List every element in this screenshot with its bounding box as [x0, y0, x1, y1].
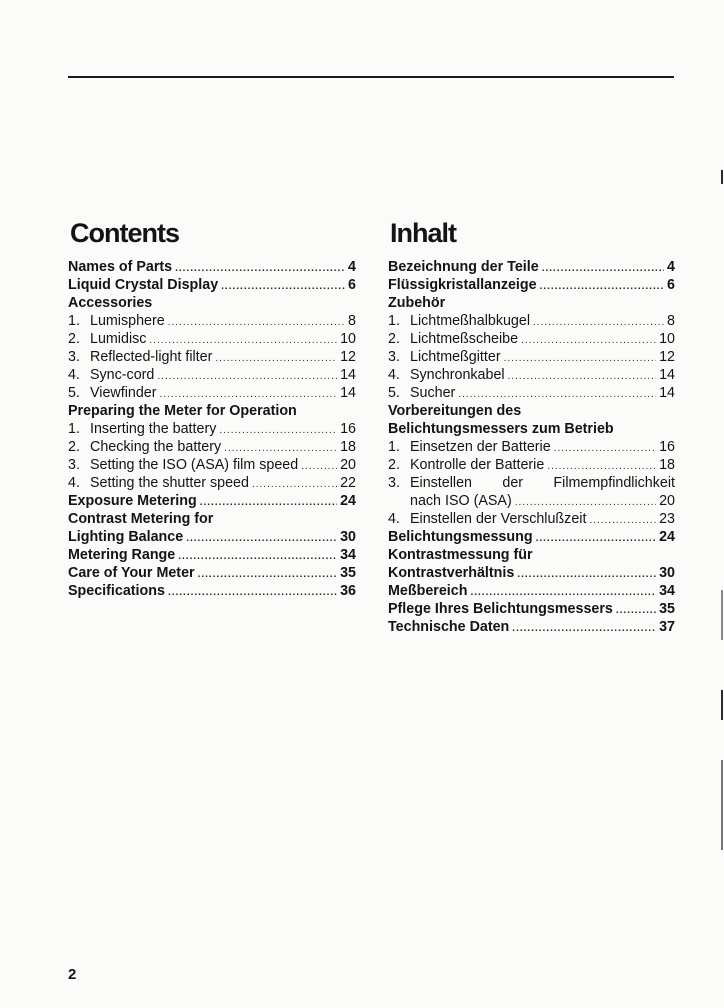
toc-entry-title: Exposure Metering: [68, 493, 197, 509]
toc-entry: [68, 312, 356, 330]
toc-entry: [68, 546, 356, 564]
toc-entry-page: 30: [659, 565, 675, 581]
dot-leader: [168, 314, 345, 332]
toc-entry-page: 24: [340, 493, 356, 509]
toc-entry: [388, 582, 675, 600]
toc-entry-title: Viewfinder: [90, 385, 157, 401]
toc-entry-page: 8: [348, 313, 356, 329]
toc-entry-page: 6: [667, 277, 675, 293]
toc-entry: [68, 258, 356, 276]
toc-entry-title: Contrast Metering for: [68, 511, 214, 527]
toc-entry-number: 1.: [68, 313, 80, 329]
toc-entry: [68, 294, 356, 312]
contents-heading: Contents: [70, 218, 179, 248]
toc-entry: [388, 618, 675, 636]
toc-entry-title: Specifications: [68, 583, 165, 599]
toc-list-english: [68, 258, 356, 600]
toc-entry-page: 14: [659, 385, 675, 401]
toc-entry-title: Names of Parts: [68, 259, 173, 275]
toc-entry-title: Belichtungsmessers zum Betrieb: [388, 421, 614, 437]
toc-entry-title: Checking the battery: [90, 439, 222, 455]
toc-entry-number: 2.: [388, 331, 400, 347]
scan-edge-mark: [721, 690, 723, 720]
toc-entry-number: 3.: [68, 349, 80, 365]
toc-entry-title: Lichtmeßscheibe: [410, 331, 519, 347]
toc-entry-title: Einsetzen der Batterie: [410, 439, 551, 455]
toc-entry: [68, 420, 356, 438]
toc-entry-number: 4.: [68, 475, 80, 491]
toc-entry: [68, 564, 356, 582]
toc-entry: [68, 438, 356, 456]
contents-column-german: [388, 218, 675, 636]
toc-entry-page: 20: [659, 493, 675, 509]
toc-entry: [68, 330, 356, 348]
dot-leader: [219, 422, 337, 440]
dot-leader: [168, 584, 337, 602]
toc-entry-title: Preparing the Meter for Operation: [68, 403, 297, 419]
toc-entry-number: 4.: [388, 367, 400, 383]
toc-entry: [388, 510, 675, 528]
dot-leader: [521, 332, 656, 350]
dot-leader: [215, 350, 337, 368]
toc-entry-title: Pflege Ihres Belichtungsmessers: [388, 601, 613, 617]
toc-entry: [68, 276, 356, 294]
toc-entry-number: 1.: [68, 421, 80, 437]
dot-leader: [517, 566, 656, 584]
toc-entry-page: 16: [340, 421, 356, 437]
dot-leader: [221, 278, 345, 296]
toc-entry: [388, 474, 675, 492]
scan-edge-mark: [721, 170, 723, 184]
dot-leader: [536, 530, 657, 548]
toc-entry-page: 6: [348, 277, 356, 293]
toc-entry-title: Vorbereitungen des: [388, 403, 522, 419]
toc-entry: [68, 348, 356, 366]
toc-entry: [388, 438, 675, 456]
toc-entry-title: Kontrastverhältnis: [388, 565, 515, 581]
page-number: 2: [68, 966, 77, 983]
toc-entry-title: Setting the ISO (ASA) film speed: [90, 457, 299, 473]
toc-entry: [388, 258, 675, 276]
scan-edge-mark: [721, 760, 723, 850]
toc-entry: [388, 348, 675, 366]
toc-entry-page: 36: [340, 583, 356, 599]
toc-entry: [388, 456, 675, 474]
toc-entry-page: 30: [340, 529, 356, 545]
toc-entry-title: Synchronkabel: [410, 367, 505, 383]
dot-leader: [301, 458, 337, 476]
toc-entry-title: Flüssigkristallanzeige: [388, 277, 537, 293]
toc-entry-title: Inserting the battery: [90, 421, 217, 437]
toc-entry-title: Einstellen der Filmempfindlichkeit: [410, 475, 675, 491]
dot-leader: [198, 566, 338, 584]
toc-entry-number: 2.: [68, 439, 80, 455]
toc-entry-page: 37: [659, 619, 675, 635]
toc-entry-number: 1.: [388, 439, 400, 455]
toc-entry-title: nach ISO (ASA): [410, 493, 512, 509]
toc-entry-page: 14: [340, 385, 356, 401]
toc-entry-title: Liquid Crystal Display: [68, 277, 219, 293]
toc-entry-page: 16: [659, 439, 675, 455]
dot-leader: [186, 530, 337, 548]
dot-leader: [542, 260, 664, 278]
top-rule: [68, 76, 674, 78]
dot-leader: [540, 278, 664, 296]
toc-entry-title: Kontrolle der Batterie: [410, 457, 545, 473]
toc-entry: [388, 546, 675, 564]
toc-entry: [388, 528, 675, 546]
dot-leader: [616, 602, 656, 620]
toc-entry-number: 3.: [388, 349, 400, 365]
dot-leader: [504, 350, 657, 368]
toc-entry-title: Accessories: [68, 295, 153, 311]
dot-leader: [252, 476, 337, 494]
toc-entry-title: Sync-cord: [90, 367, 155, 383]
toc-entry-title: Reflected-light filter: [90, 349, 213, 365]
toc-entry-title: Belichtungsmessung: [388, 529, 533, 545]
toc-entry: [68, 402, 356, 420]
toc-entry-page: 24: [659, 529, 675, 545]
toc-entry-page: 20: [340, 457, 356, 473]
toc-entry-title: Technische Daten: [388, 619, 510, 635]
toc-entry: [388, 384, 675, 402]
toc-entry-page: 14: [659, 367, 675, 383]
toc-entry-page: 4: [667, 259, 675, 275]
toc-entry-number: 2.: [388, 457, 400, 473]
toc-entry-title: Einstellen der Verschlußzeit: [410, 511, 587, 527]
toc-entry-page: 14: [340, 367, 356, 383]
toc-entry: [388, 276, 675, 294]
toc-entry: [68, 510, 356, 528]
toc-entry-title: Lumidisc: [90, 331, 147, 347]
toc-entry-title: Sucher: [410, 385, 456, 401]
toc-entry: [68, 582, 356, 600]
toc-entry-number: 4.: [388, 511, 400, 527]
toc-entry-number: 5.: [388, 385, 400, 401]
toc-entry: [388, 600, 675, 618]
toc-entry: [388, 312, 675, 330]
toc-list-german: [388, 258, 675, 636]
toc-entry: [388, 564, 675, 582]
toc-entry: [68, 384, 356, 402]
toc-entry: [388, 294, 675, 312]
dot-leader: [508, 368, 657, 386]
toc-entry-page: 18: [659, 457, 675, 473]
dot-leader: [157, 368, 337, 386]
dot-leader: [200, 494, 337, 512]
toc-entry: [388, 492, 675, 510]
toc-entry-number: 3.: [388, 475, 400, 491]
toc-entry-title: Meßbereich: [388, 583, 468, 599]
toc-entry-title: Zubehör: [388, 295, 446, 311]
toc-entry-page: 12: [659, 349, 675, 365]
dot-leader: [533, 314, 664, 332]
toc-entry-page: 10: [659, 331, 675, 347]
toc-entry: [388, 420, 675, 438]
toc-entry-title: Kontrastmessung für: [388, 547, 533, 563]
toc-entry-title: Lichtmeßgitter: [410, 349, 501, 365]
dot-leader: [589, 512, 656, 530]
toc-entry-number: 5.: [68, 385, 80, 401]
toc-entry-page: 23: [659, 511, 675, 527]
toc-entry-page: 10: [340, 331, 356, 347]
toc-entry-page: 35: [340, 565, 356, 581]
toc-entry-title: Lichtmeßhalbkugel: [410, 313, 531, 329]
toc-entry-title: Lighting Balance: [68, 529, 184, 545]
toc-entry: [388, 330, 675, 348]
toc-entry: [68, 474, 356, 492]
dot-leader: [512, 620, 656, 638]
toc-entry-title: Bezeichnung der Teile: [388, 259, 539, 275]
toc-entry-number: 3.: [68, 457, 80, 473]
inhalt-heading: Inhalt: [390, 218, 456, 248]
toc-entry-title: Care of Your Meter: [68, 565, 195, 581]
dot-leader: [178, 548, 337, 566]
toc-entry-page: 18: [340, 439, 356, 455]
toc-entry-title: Lumisphere: [90, 313, 165, 329]
toc-entry-page: 34: [340, 547, 356, 563]
dot-leader: [554, 440, 656, 458]
toc-entry-number: 4.: [68, 367, 80, 383]
toc-entry-number: 1.: [388, 313, 400, 329]
toc-entry-page: 35: [659, 601, 675, 617]
toc-entry: [68, 456, 356, 474]
toc-entry-page: 34: [659, 583, 675, 599]
toc-entry: [68, 528, 356, 546]
toc-entry-page: 12: [340, 349, 356, 365]
contents-column-english: [68, 218, 356, 600]
toc-entry-title: Metering Range: [68, 547, 176, 563]
scan-edge-mark: [721, 590, 723, 640]
toc-entry: [68, 492, 356, 510]
toc-entry-number: 2.: [68, 331, 80, 347]
toc-entry: [388, 402, 675, 420]
toc-entry-page: 4: [348, 259, 356, 275]
toc-entry-page: 8: [667, 313, 675, 329]
toc-entry: [388, 366, 675, 384]
toc-entry-page: 22: [340, 475, 356, 491]
toc-entry: [68, 366, 356, 384]
toc-entry-title: Setting the shutter speed: [90, 475, 249, 491]
